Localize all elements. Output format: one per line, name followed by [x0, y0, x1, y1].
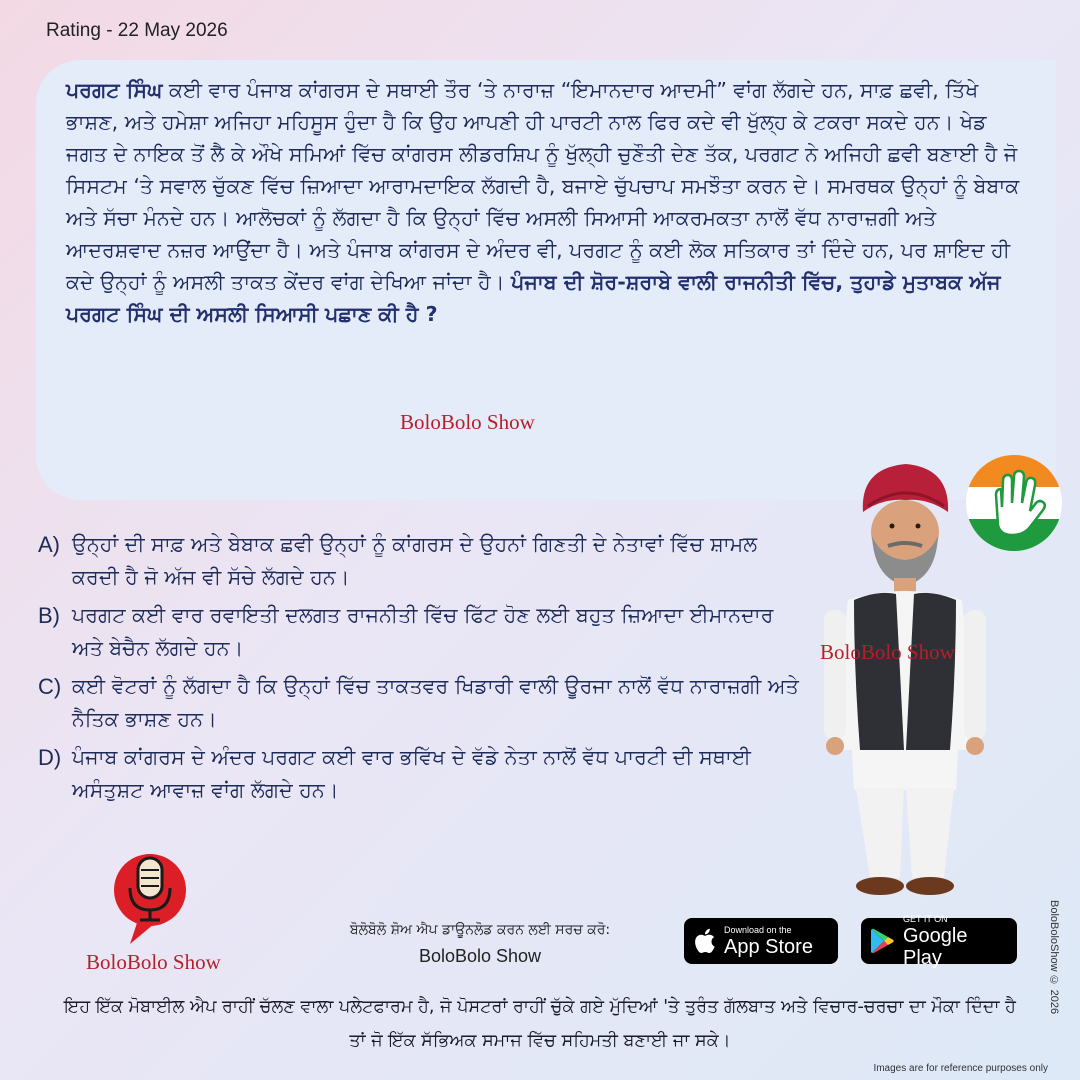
option-a[interactable]: [38, 528, 808, 594]
option-letter: B): [38, 603, 60, 628]
congress-hand-icon: [966, 455, 1062, 551]
app-store-big: App Store: [724, 935, 813, 958]
option-letter: C): [38, 674, 62, 699]
app-store-button[interactable]: [684, 918, 838, 964]
platform-description: ਇਹ ਇੱਕ ਮੋਬਾਈਲ ਐਪ ਰਾਹੀਂ ਚੱਲਣ ਵਾਲਾ ਪਲੇਟਫਾਰਮ ਹੈ, ਜੋ ਪੋਸਟਰਾਂ ਰਾਹੀਂ ਚੁੱਕੇ ਗਏ ਮੁੱਦਿਆਂ 'ਤੇ ਤੁਰੰਤ ਗੱਲਬਾਤ ਅਤੇ ਵਿਚਾਰ-ਚਰਚਾ ਦਾ ਮੌਕਾ ਦਿੰਦਾ ਹੈ ਤਾਂ ਜੋ ਇੱਕ ਸੱਭਿਅਕ ਸਮਾਜ ਵਿੱਚ ਸਹਿਮਤੀ ਬਣਾਈ ਜਾ ਸਕੇ।: [64, 997, 1016, 1051]
date-label: Rating - 22 May 2026: [46, 20, 228, 41]
app-cta: [300, 922, 660, 967]
disclaimer: Images are for reference purposes only: [873, 1063, 1048, 1074]
google-play-button[interactable]: [861, 913, 1017, 969]
question-body: ਕਈ ਵਾਰ ਪੰਜਾਬ ਕਾਂਗਰਸ ਦੇ ਸਥਾਈ ਤੌਰ ‘ਤੇ ਨਾਰਾਜ਼ “ਇਮਾਨਦਾਰ ਆਦਮੀ” ਵਾਂਗ ਲੱਗਦੇ ਹਨ, ਸਾਫ਼ ਛਵੀ, ਤਿੱਖੇ ਭਾਸ਼ਣ, ਅਤੇ ਹਮੇਸ਼ਾ ਅਜਿਹਾ ਮਹਿਸੂਸ ਹੁੰਦਾ ਹੈ ਕਿ ਉਹ ਆਪਣੀ ਹੀ ਪਾਰਟੀ ਨਾਲ ਫਿਰ ਕਦੇ ਵੀ ਖੁੱਲ੍ਹ ਕੇ ਟਕਰਾ ਸਕਦੇ ਹਨ। ਖੇਡ ਜਗਤ ਦੇ ਨਾਇਕ ਤੋਂ ਲੈ ਕੇ ਔਖੇ ਸਮਿਆਂ ਵਿੱਚ ਕਾਂਗਰਸ ਲੀਡਰਸ਼ਿਪ ਨੂੰ ਖੁੱਲ੍ਹੀ ਚੁਣੌਤੀ ਦੇਣ ਤੱਕ, ਪਰਗਟ ਨੇ ਅਜਿਹੀ ਛਵੀ ਬਣਾਈ ਹੈ ਜੋ ਸਿਸਟਮ ‘ਤੇ ਸਵਾਲ ਚੁੱਕਣ ਵਿੱਚ ਜ਼ਿਆਦਾ ਆਰਾਮਦਾਇਕ ਲੱਗਦੀ ਹੈ, ਬਜਾਏ ਚੁੱਪਚਾਪ ਸਮਝੌਤਾ ਕਰਨ ਦੇ। ਸਮਰਥਕ ਉਨ੍ਹਾਂ ਨੂੰ ਬੇਬਾਕ ਅਤੇ ਸੱਚਾ ਮੰਨਦੇ ਹਨ। ਆਲੋਚਕਾਂ ਨੂੰ ਲੱਗਦਾ ਹੈ ਕਿ ਉਨ੍ਹਾਂ ਵਿੱਚ ਅਸਲੀ ਸਿਆਸੀ ਆਕਰਮਕਤਾ ਨਾਲੋਂ ਵੱਧ ਨਾਰਾਜ਼ਗੀ ਅਤੇ ਆਦਰਸ਼ਵਾਦ ਨਜ਼ਰ ਆਉਂਦਾ ਹੈ। ਅਤੇ ਪੰਜਾਬ ਕਾਂਗਰਸ ਦੇ ਅੰਦਰ ਵੀ, ਪਰਗਟ ਨੂੰ ਕਈ ਲੋਕ ਸਤਿਕਾਰ ਤਾਂ ਦਿੰਦੇ ਹਨ, ਪਰ ਸ਼ਾਇਦ ਹੀ ਕਦੇ ਉਨ੍ਹਾਂ ਨੂੰ ਅਸਲੀ ਤਾਕਤ ਕੇਂਦਰ ਵਾਂਗ ਦੇਖਿਆ ਜਾਂਦਾ ਹੈ।: [66, 78, 1020, 294]
question-text: [66, 74, 1032, 330]
option-c[interactable]: [38, 670, 808, 736]
option-text: ਪੰਜਾਬ ਕਾਂਗਰਸ ਦੇ ਅੰਦਰ ਪਰਗਟ ਕਈ ਵਾਰ ਭਵਿੱਖ ਦੇ ਵੱਡੇ ਨੇਤਾ ਨਾਲੋਂ ਵੱਧ ਪਾਰਟੀ ਦੀ ਸਥਾਈ ਅਸੰਤੁਸ਼ਟ ਆਵਾਜ਼ ਵਾਂਗ ਲੱਗਦੇ ਹਨ।: [72, 745, 751, 802]
brand-label: BoloBolo Show: [86, 950, 221, 974]
cta-instruction: ਬੋਲੋਬੋਲੋ ਸ਼ੋਅ ਐਪ ਡਾਊਨਲੋਡ ਕਰਨ ਲਈ ਸਰਚ ਕਰੋ:: [349, 922, 611, 938]
google-play-small: GET IT ON: [903, 913, 948, 924]
question-card: [36, 60, 1056, 500]
copyright: BoloBoloShow © 2026: [1048, 900, 1060, 1015]
apple-icon: [694, 928, 716, 954]
figure-watermark: BoloBolo Show: [820, 640, 955, 664]
question-lead: ਪਰਗਟ ਸਿੰਘ: [66, 78, 163, 102]
option-d[interactable]: [38, 741, 808, 807]
app-store-small: Download on the: [724, 924, 792, 935]
question-ask: ਪੰਜਾਬ ਦੀ ਸ਼ੋਰ-ਸ਼ਰਾਬੇ ਵਾਲੀ ਰਾਜਨੀਤੀ ਵਿੱਚ, ਤੁਹਾਡੇ ਮੁਤਾਬਕ ਅੱਜ ਪਰਗਟ ਸਿੰਘ ਦੀ ਅਸਲੀ ਸਿਆਸੀ ਪਛਾਣ ਕੀ ਹੈ ?: [66, 270, 1001, 326]
google-play-big: Google Play: [903, 924, 968, 969]
option-text: ਉਨ੍ਹਾਂ ਦੀ ਸਾਫ਼ ਅਤੇ ਬੇਬਾਕ ਛਵੀ ਉਨ੍ਹਾਂ ਨੂੰ ਕਾਂਗਰਸ ਦੇ ਉਹਨਾਂ ਗਿਣਤੀ ਦੇ ਨੇਤਾਵਾਂ ਵਿੱਚ ਸ਼ਾਮਲ ਕਰਦੀ ਹੈ ਜੋ ਅੱਜ ਵੀ ਸੱਚੇ ਲੱਗਦੇ ਹਨ।: [72, 532, 758, 589]
google-play-icon: [871, 928, 895, 954]
option-letter: D): [38, 745, 62, 770]
option-letter: A): [38, 532, 60, 557]
card-watermark: BoloBolo Show: [400, 410, 535, 434]
options-list: [38, 528, 808, 812]
option-text: ਪਰਗਟ ਕਈ ਵਾਰ ਰਵਾਇਤੀ ਦਲਗਤ ਰਾਜਨੀਤੀ ਵਿੱਚ ਫਿੱਟ ਹੋਣ ਲਈ ਬਹੁਤ ਜ਼ਿਆਦਾ ਈਮਾਨਦਾਰ ਅਤੇ ਬੇਚੈਨ ਲੱਗਦੇ ਹਨ।: [72, 603, 774, 660]
option-b[interactable]: [38, 599, 808, 665]
microphone-icon: [112, 848, 188, 948]
option-text: ਕਈ ਵੋਟਰਾਂ ਨੂੰ ਲੱਗਦਾ ਹੈ ਕਿ ਉਨ੍ਹਾਂ ਵਿੱਚ ਤਾਕਤਵਰ ਖਿਡਾਰੀ ਵਾਲੀ ਊਰਜਾ ਨਾਲੋਂ ਵੱਧ ਨਾਰਾਜ਼ਗੀ ਅਤੇ ਨੈਤਿਕ ਭਾਸ਼ਣ ਹਨ।: [72, 674, 799, 731]
cta-app-name: BoloBolo Show: [418, 946, 542, 966]
